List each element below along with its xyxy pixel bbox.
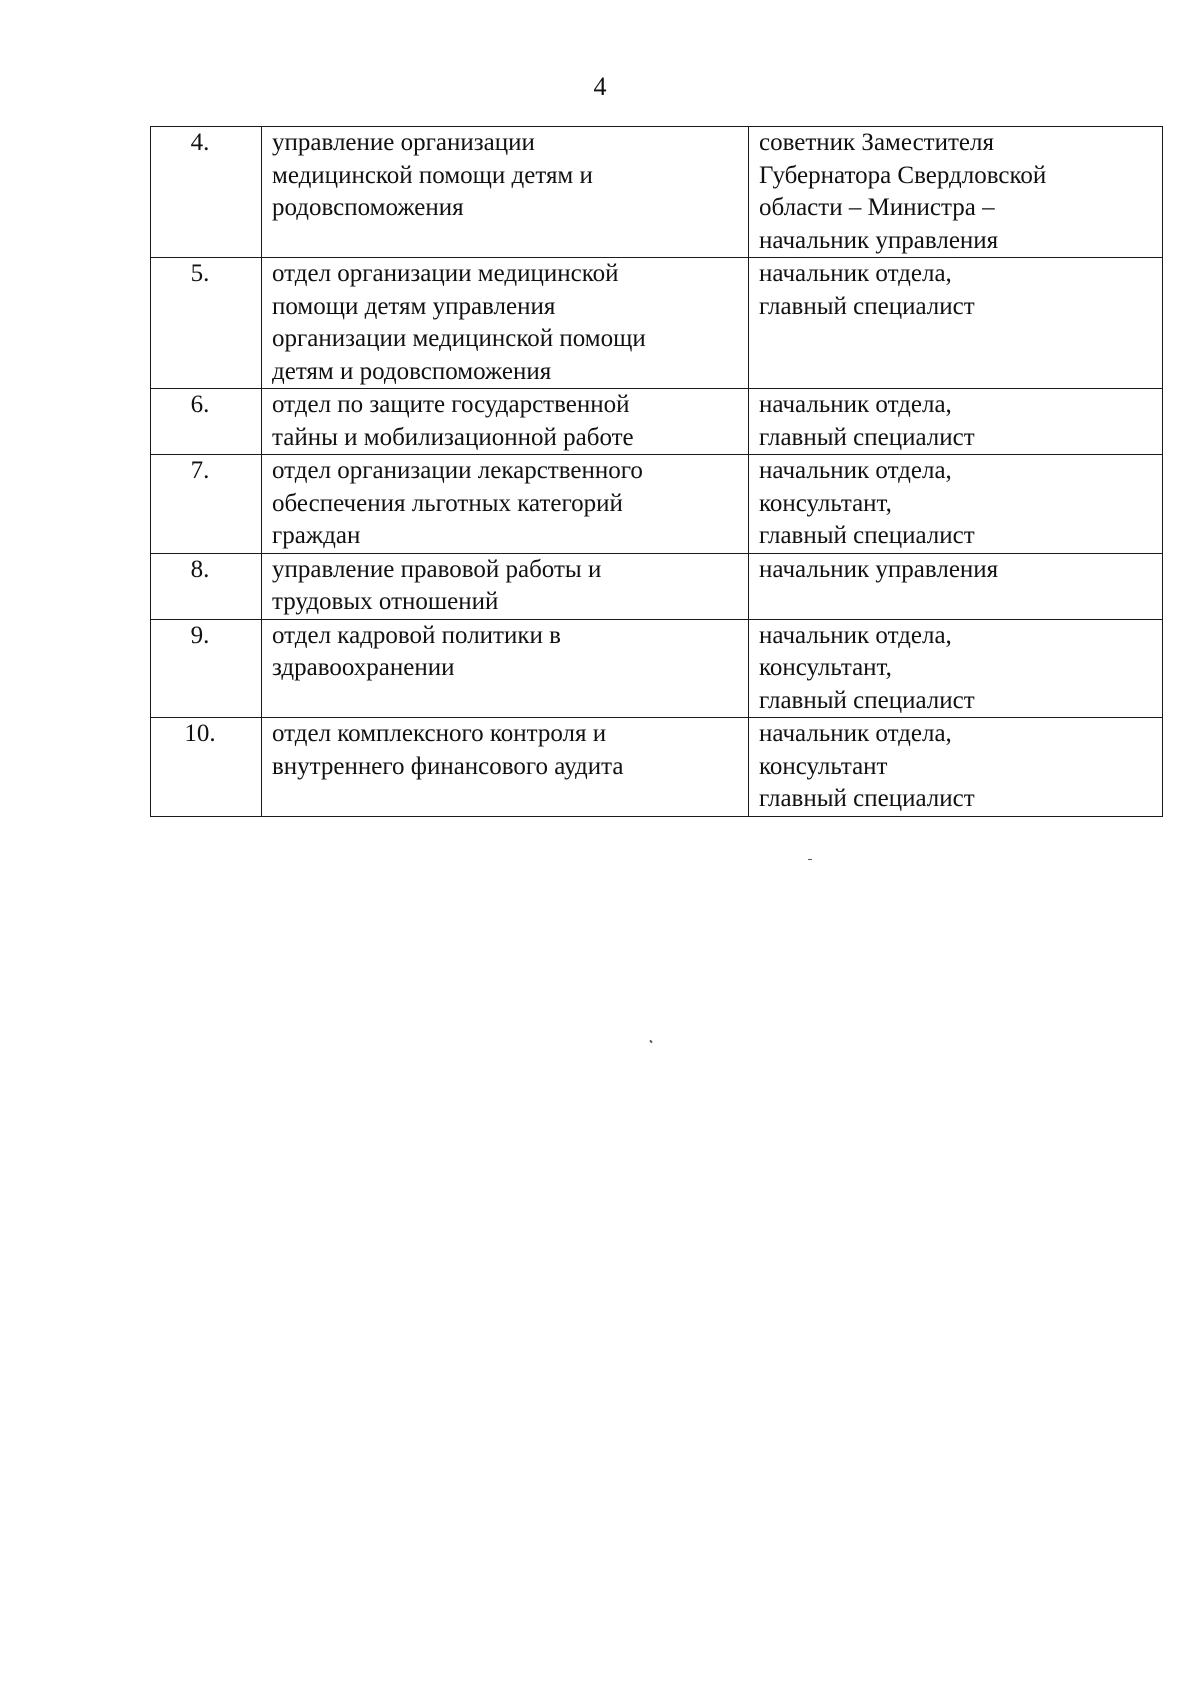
table-row <box>151 718 1163 817</box>
row-number: 9. <box>151 619 262 718</box>
unit-name: отдел по защите государственной тайны и мобилизационной работе <box>262 389 749 455</box>
table-row <box>151 553 1163 619</box>
table-row <box>151 127 1163 258</box>
unit-name: отдел организации медицинской помощи детям управления организации медицинской помощи детям и родовспоможения <box>262 258 749 389</box>
positions-list: начальник отдела, консультант главный специалист <box>749 718 1163 817</box>
row-number: 7. <box>151 455 262 554</box>
table-row <box>151 258 1163 389</box>
positions-list: начальник отдела, главный специалист <box>749 258 1163 389</box>
positions-list: начальник управления <box>749 553 1163 619</box>
table-row <box>151 619 1163 718</box>
unit-name: отдел комплексного контроля и внутреннего финансового аудита <box>262 718 749 817</box>
unit-name: управление правовой работы и трудовых отношений <box>262 553 749 619</box>
positions-list: советник Заместителя Губернатора Свердловской области – Министра – начальник управления <box>749 127 1163 258</box>
page-number: 4 <box>593 72 607 101</box>
positions-list: начальник отдела, консультант, главный специалист <box>749 455 1163 554</box>
row-number: 10. <box>151 718 262 817</box>
positions-list: начальник отдела, главный специалист <box>749 389 1163 455</box>
row-number: 8. <box>151 553 262 619</box>
row-number: 6. <box>151 389 262 455</box>
row-number: 5. <box>151 258 262 389</box>
scan-speck <box>808 859 812 860</box>
table-row <box>151 389 1163 455</box>
row-number: 4. <box>151 127 262 258</box>
unit-name: отдел организации лекарственного обеспечения льготных категорий граждан <box>262 455 749 554</box>
positions-table <box>150 126 1163 817</box>
positions-list: начальник отдела, консультант, главный специалист <box>749 619 1163 718</box>
unit-name: отдел кадровой политики в здравоохранении <box>262 619 749 718</box>
table-row <box>151 455 1163 554</box>
scan-speck <box>649 1040 652 1044</box>
unit-name: управление организации медицинской помощи детям и родовспоможения <box>262 127 749 258</box>
